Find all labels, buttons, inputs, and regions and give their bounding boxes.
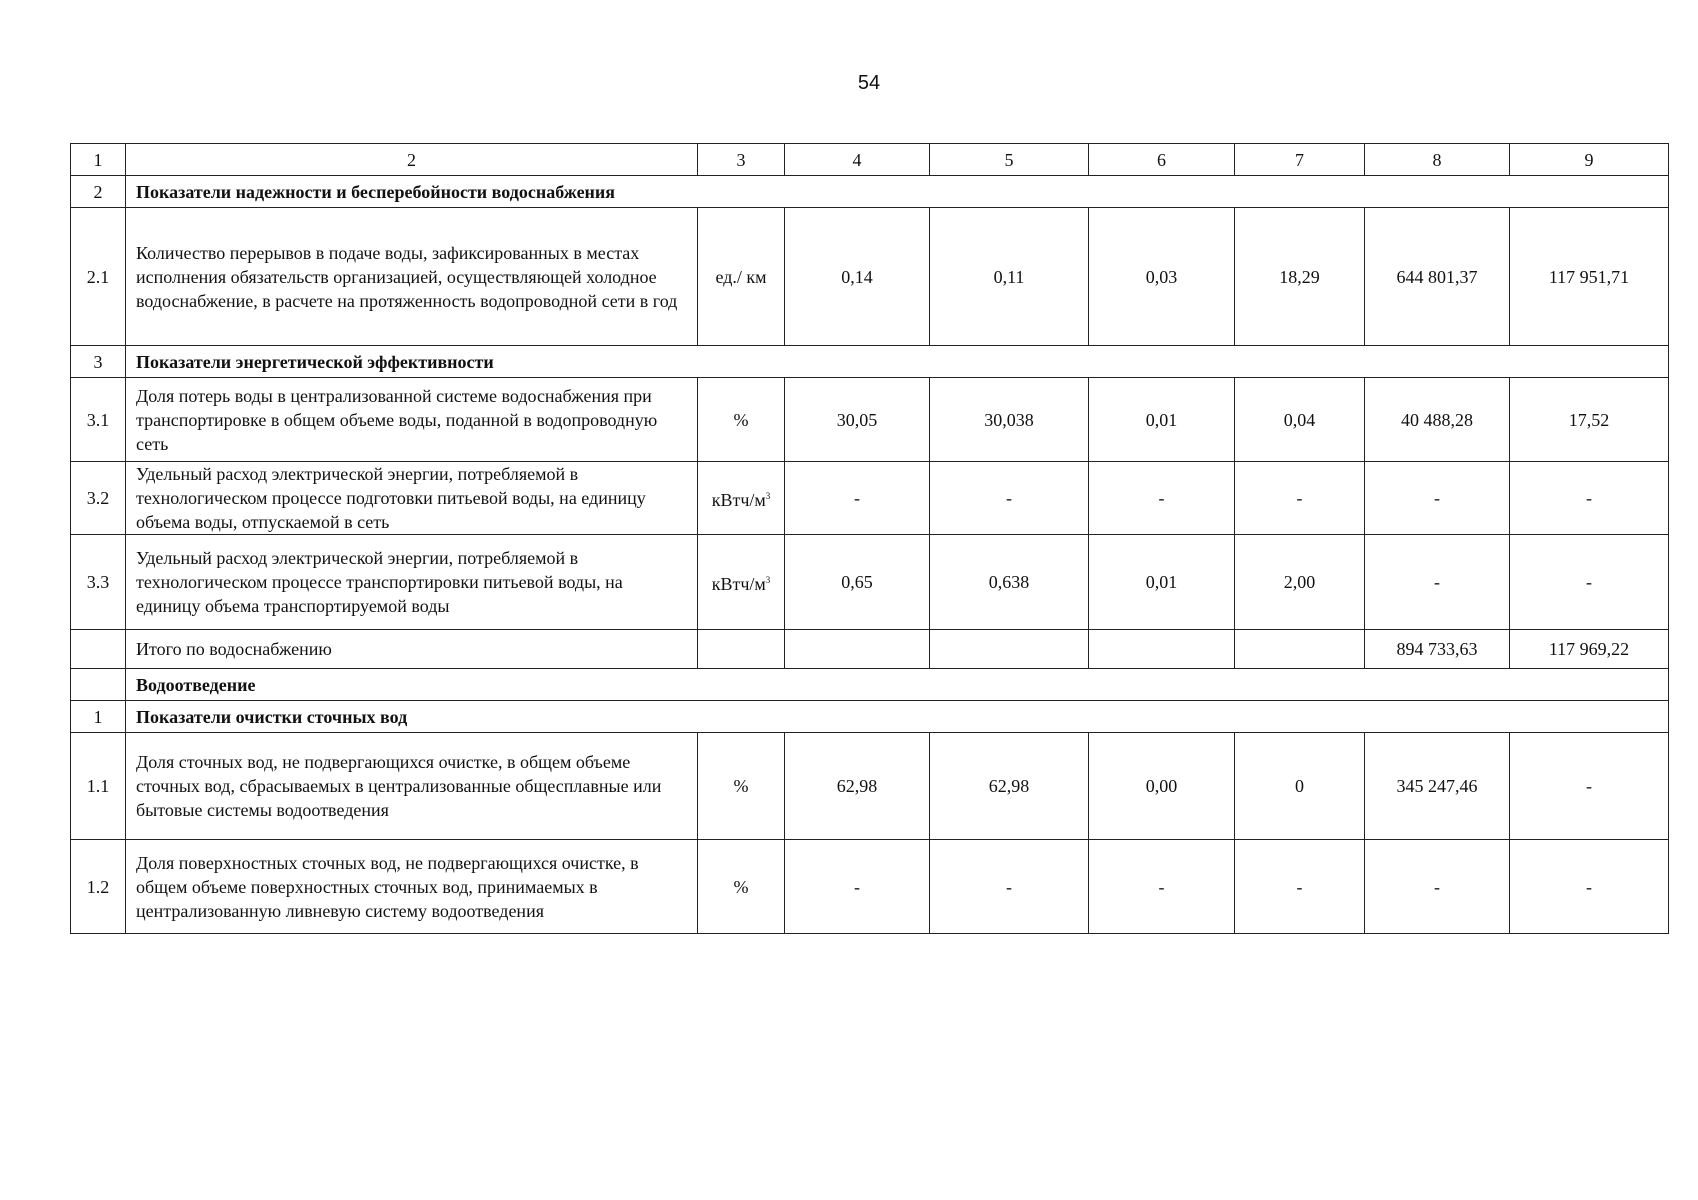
cell-col4: 62,98 [785,733,930,840]
header-cell: 8 [1365,144,1510,176]
cell-col9: 17,52 [1510,378,1669,462]
cell-col5: 30,038 [930,378,1089,462]
cell-col7 [1235,630,1365,669]
cell-col5: 0,638 [930,535,1089,630]
section-title: Показатели очистки сточных вод [126,701,1669,733]
section-number: 1 [71,701,126,733]
unit-superscript: 3 [765,575,771,585]
cell-col7: 18,29 [1235,208,1365,346]
row-unit [698,462,785,535]
cell-col5: 62,98 [930,733,1089,840]
table-row [71,378,1669,462]
table-row [71,840,1669,934]
header-cell: 7 [1235,144,1365,176]
cell-col6: 0,00 [1089,733,1235,840]
row-number [71,630,126,669]
cell-col9: 117 969,22 [1510,630,1669,669]
row-description: Удельный расход электрической энергии, потребляемой в технологическом процессе подготовки питьевой воды, на единицу объема воды, отпускаемой в сеть [126,462,698,535]
cell-col5: 0,11 [930,208,1089,346]
section-row [71,701,1669,733]
row-number: 1.1 [71,733,126,840]
cell-col6: 0,01 [1089,535,1235,630]
row-number: 1.2 [71,840,126,934]
cell-col4 [785,630,930,669]
row-unit: % [698,378,785,462]
page-number: 54 [857,72,881,94]
row-number: 2.1 [71,208,126,346]
cell-col8: 40 488,28 [1365,378,1510,462]
cell-col7: 0 [1235,733,1365,840]
header-cell: 9 [1510,144,1669,176]
total-row [71,630,1669,669]
cell-col8: 345 247,46 [1365,733,1510,840]
cell-col9: - [1510,733,1669,840]
cell-col4: - [785,462,930,535]
cell-col6: 0,03 [1089,208,1235,346]
cell-col8: 894 733,63 [1365,630,1510,669]
row-description: Удельный расход электрической энергии, потребляемой в технологическом процессе транспортировки питьевой воды, на единицу объема транспортируемой воды [126,535,698,630]
cell-col5: - [930,840,1089,934]
unit-superscript: 3 [765,491,771,501]
cell-col9: - [1510,462,1669,535]
section-title: Показатели надежности и бесперебойности водоснабжения [126,176,1669,208]
row-description: Итого по водоснабжению [126,630,698,669]
cell-col9: - [1510,535,1669,630]
row-unit: % [698,733,785,840]
cell-col6 [1089,630,1235,669]
section-title: Показатели энергетической эффективности [126,346,1669,378]
cell-col7: 0,04 [1235,378,1365,462]
cell-col7: - [1235,840,1365,934]
section-row [71,176,1669,208]
cell-col8: - [1365,462,1510,535]
header-cell: 6 [1089,144,1235,176]
section-row [71,346,1669,378]
header-cell: 4 [785,144,930,176]
cell-col5 [930,630,1089,669]
row-unit [698,535,785,630]
section-number: 2 [71,176,126,208]
header-cell: 1 [71,144,126,176]
table-row [71,535,1669,630]
unit-text: кВтч/м [711,574,766,594]
cell-col9: 117 951,71 [1510,208,1669,346]
row-number: 3.3 [71,535,126,630]
row-description: Доля сточных вод, не подвергающихся очистке, в общем объеме сточных вод, сбрасываемых в централизованные общесплавные или бытовые системы водоотведения [126,733,698,840]
header-cell: 5 [930,144,1089,176]
cell-col7: 2,00 [1235,535,1365,630]
row-number: 3.2 [71,462,126,535]
section-row [71,669,1669,701]
row-unit: % [698,840,785,934]
cell-col6: - [1089,840,1235,934]
cell-col6: - [1089,462,1235,535]
section-number [71,669,126,701]
cell-col6: 0,01 [1089,378,1235,462]
row-description: Доля потерь воды в централизованной системе водоснабжения при транспортировке в общем объеме воды, поданной в водопроводную сеть [126,378,698,462]
cell-col7: - [1235,462,1365,535]
cell-col8: - [1365,840,1510,934]
cell-col9: - [1510,840,1669,934]
row-description: Доля поверхностных сточных вод, не подвергающихся очистке, в общем объеме поверхностных сточных вод, принимаемых в централизованную ливневую систему водоотведения [126,840,698,934]
indicators-table [70,143,1669,934]
cell-col4: 30,05 [785,378,930,462]
cell-col4: 0,65 [785,535,930,630]
column-number-row [71,144,1669,176]
header-cell: 3 [698,144,785,176]
section-title: Водоотведение [126,669,1669,701]
cell-col4: - [785,840,930,934]
row-description: Количество перерывов в подаче воды, зафиксированных в местах исполнения обязательств организацией, осуществляющей холодное водоснабжение, в расчете на протяженность водопроводной сети в год [126,208,698,346]
table-row [71,208,1669,346]
row-unit [698,630,785,669]
cell-col4: 0,14 [785,208,930,346]
section-number: 3 [71,346,126,378]
cell-col8: - [1365,535,1510,630]
unit-text: кВтч/м [711,490,766,510]
cell-col5: - [930,462,1089,535]
header-cell: 2 [126,144,698,176]
row-unit: ед./ км [698,208,785,346]
table-row [71,462,1669,535]
cell-col8: 644 801,37 [1365,208,1510,346]
table-row [71,733,1669,840]
row-number: 3.1 [71,378,126,462]
